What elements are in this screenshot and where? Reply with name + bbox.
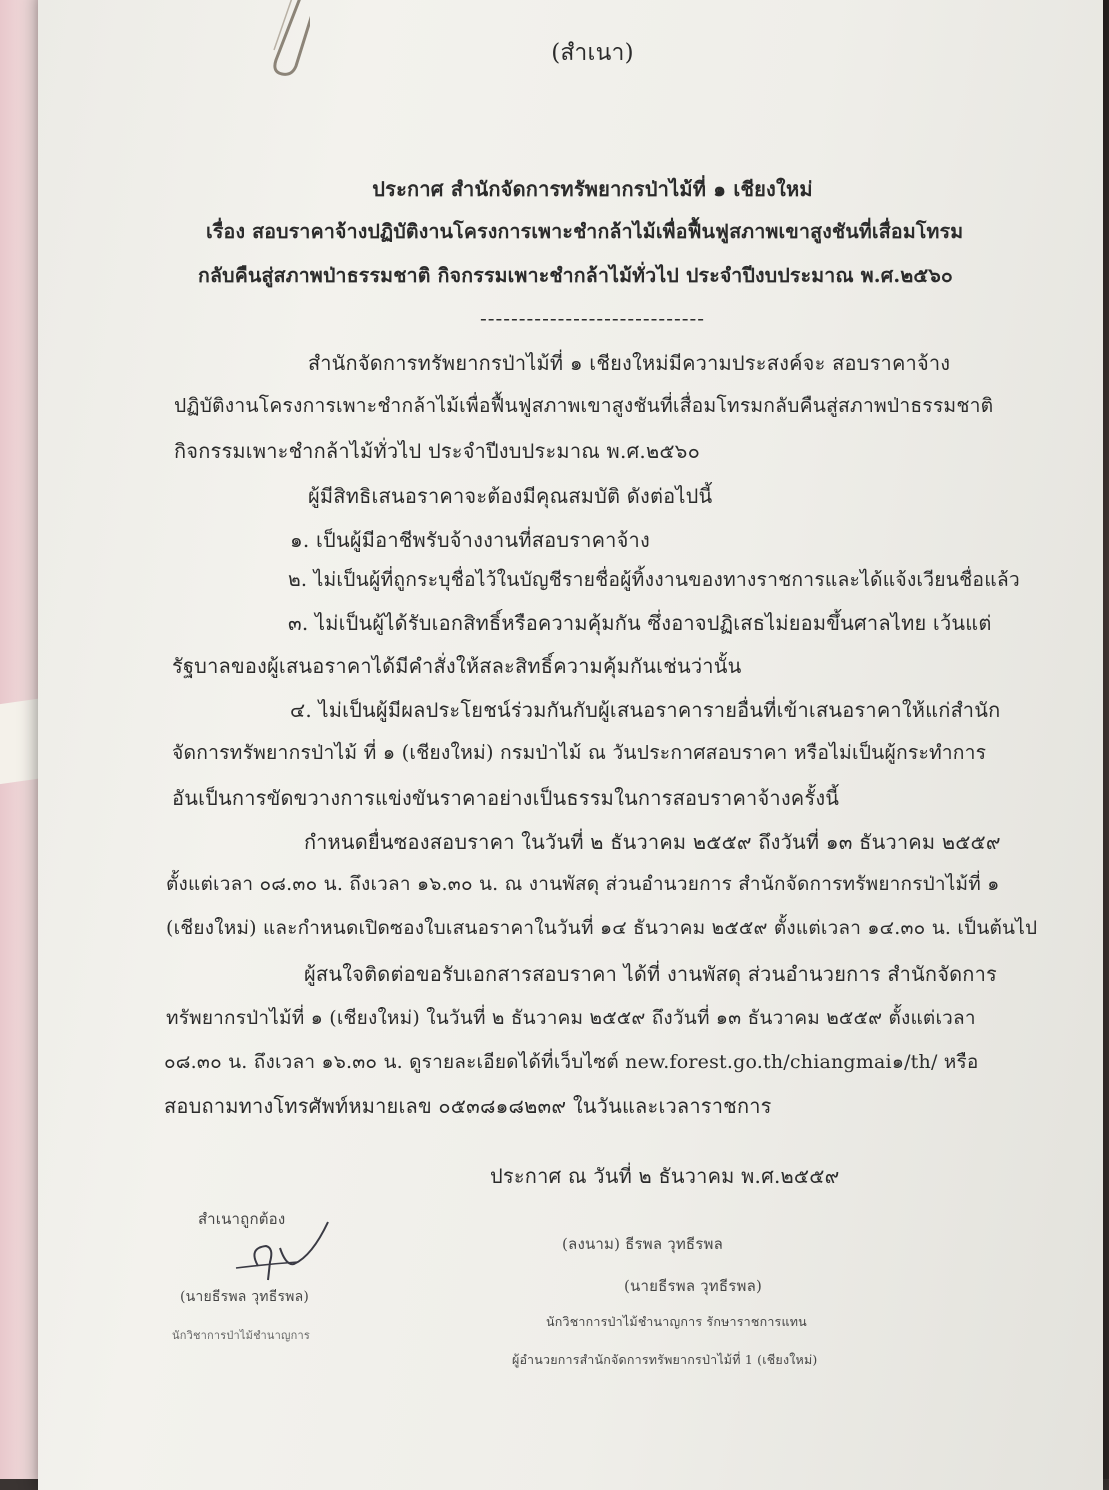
- qualification-4-cont-2: อันเป็นการขัดขวางการแข่งขันราคาอย่างเป็นธรรมในการสอบราคาจ้างครั้งนี้: [172, 786, 840, 810]
- contact-line-2: ทรัพยากรป่าไม้ที่ ๑ (เชียงใหม่) ในวันที่ ๒ ธันวาคม ๒๕๕๙ ถึงวันที่ ๑๓ ธันวาคม ๒๕๕๙ ตั้งแต่เวลา: [166, 1007, 976, 1029]
- certified-position: นักวิชาการป่าไม้ชำนาญการ: [172, 1329, 310, 1342]
- signatory-position-2: ผู้อำนวยการสำนักจัดการทรัพยากรป่าไม้ที่ 1 (เชียงใหม่): [512, 1352, 818, 1367]
- qualification-1: ๑. เป็นผู้มีอาชีพรับจ้างงานที่สอบราคาจ้าง: [290, 528, 650, 552]
- signatory-signed: (ลงนาม) ธีรพล วุทธีรพล: [562, 1235, 724, 1253]
- qualification-4: ๔. ไม่เป็นผู้มีผลประโยชน์ร่วมกันกับผู้เสนอราคารายอื่นที่เข้าเสนอราคาให้แก่สำนัก: [290, 698, 1001, 722]
- title-line-3: กลับคืนสู่สภาพป่าธรรมชาติ กิจกรรมเพาะชำกล้าไม้ทั่วไป ประจำปีงบประมาณ พ.ศ.๒๕๖๐: [198, 264, 954, 287]
- body-line-1: สำนักจัดการทรัพยากรป่าไม้ที่ ๑ เชียงใหม่มีความประสงค์จะ สอบราคาจ้าง: [308, 351, 951, 375]
- signatory-name: (นายธีรพล วุทธีรพล): [624, 1277, 763, 1295]
- announce-date: ประกาศ ณ วันที่ ๒ ธันวาคม พ.ศ.๒๕๕๙: [490, 1164, 840, 1188]
- signatory-position-1: นักวิชาการป่าไม้ชำนาญการ รักษาราชการแทน: [546, 1314, 807, 1329]
- qualification-3: ๓. ไม่เป็นผู้ได้รับเอกสิทธิ์หรือความคุ้มกัน ซึ่งอาจปฏิเสธไม่ยอมขึ้นศาลไทย เว้นแต่: [288, 611, 992, 635]
- title-line-2: เรื่อง สอบราคาจ้างปฏิบัติงานโครงการเพาะชำกล้าไม้เพื่อฟื้นฟูสภาพเขาสูงชันที่เสื่อมโทรม: [206, 220, 964, 243]
- body-line-4: ผู้มีสิทธิเสนอราคาจะต้องมีคุณสมบัติ ดังต่อไปนี้: [308, 484, 713, 508]
- submission-line-3: (เชียงใหม่) และกำหนดเปิดซองใบเสนอราคาในวันที่ ๑๔ ธันวาคม ๒๕๕๙ ตั้งแต่เวลา ๑๔.๓๐ น. เป็นต้นไป: [166, 917, 1038, 939]
- qualification-2: ๒. ไม่เป็นผู้ที่ถูกระบุชื่อไว้ในบัญชีรายชื่อผู้ทิ้งงานของทางราชการและได้แจ้งเวียนชื่อแล้ว: [288, 568, 1020, 591]
- qualification-4-cont-1: จัดการทรัพยากรป่าไม้ ที่ ๑ (เชียงใหม่) กรมป่าไม้ ณ วันประกาศสอบราคา หรือไม่เป็นผู้กระทำการ: [172, 741, 987, 764]
- copy-mark: (สำเนา): [551, 40, 634, 66]
- title-separator: -----------------------------: [480, 306, 705, 330]
- title-line-1: ประกาศ สำนักจัดการทรัพยากรป่าไม้ที่ ๑ เชียงใหม่: [372, 177, 813, 201]
- contact-line-4: สอบถามทางโทรศัพท์หมายเลข ๐๕๓๘๑๘๒๓๙ ในวันและเวลาราชการ: [164, 1094, 772, 1118]
- body-line-2: ปฏิบัติงานโครงการเพาะชำกล้าไม้เพื่อฟื้นฟูสภาพเขาสูงชันที่เสื่อมโทรมกลับคืนสู่สภาพป่าธรรมชาติ: [174, 394, 994, 417]
- contact-line-1: ผู้สนใจติดต่อขอรับเอกสารสอบราคา ได้ที่ งานพัสดุ ส่วนอำนวยการ สำนักจัดการ: [304, 962, 997, 986]
- contact-line-3: ๐๘.๓๐ น. ถึงเวลา ๑๖.๓๐ น. ดูรายละเอียดได้ที่เว็บไซต์ new.forest.go.th/chiangmai๑/th/ หรือ: [164, 1051, 979, 1073]
- certified-label: สำเนาถูกต้อง: [198, 1210, 286, 1228]
- body-line-3: กิจกรรมเพาะชำกล้าไม้ทั่วไป ประจำปีงบประมาณ พ.ศ.๒๕๖๐: [174, 439, 700, 463]
- certified-signature: [228, 1218, 348, 1288]
- document-page: [38, 0, 1103, 1490]
- submission-line-1: กำหนดยื่นซองสอบราคา ในวันที่ ๒ ธันวาคม ๒๕๕๙ ถึงวันที่ ๑๓ ธันวาคม ๒๕๕๙: [304, 830, 1001, 854]
- submission-line-2: ตั้งแต่เวลา ๐๘.๓๐ น. ถึงเวลา ๑๖.๓๐ น. ณ งานพัสดุ ส่วนอำนวยการ สำนักจัดการทรัพยากรป่าไม้ที่ ๑: [166, 873, 1000, 895]
- certified-name: (นายธีรพล วุทธีรพล): [180, 1289, 310, 1305]
- qualification-3-cont: รัฐบาลของผู้เสนอราคาได้มีคำสั่งให้สละสิทธิ์ความคุ้มกันเช่นว่านั้น: [172, 654, 742, 678]
